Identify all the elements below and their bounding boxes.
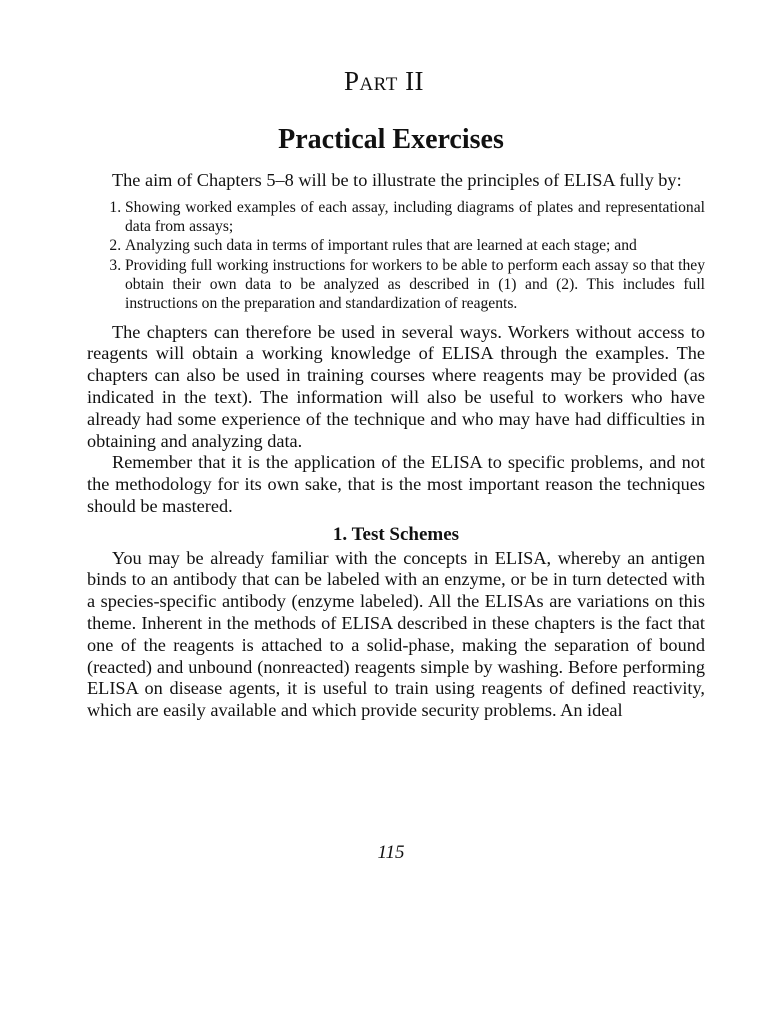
page-body bbox=[87, 170, 705, 722]
paragraph-remember: Remember that it is the application of the ELISA to specific problems, and not the methodology for its own sake, that is the most important reason the techniques should be mastered. bbox=[87, 452, 705, 516]
chapter-title: Practical Exercises bbox=[278, 124, 504, 155]
intro-paragraph: The aim of Chapters 5–8 will be to illustrate the principles of ELISA fully by: bbox=[112, 170, 682, 190]
page-number: 115 bbox=[377, 842, 405, 863]
section-heading: 1. Test Schemes bbox=[332, 523, 460, 545]
aims-list bbox=[87, 198, 705, 314]
list-item: 2. Analyzing such data in terms of important rules that are learned at each stage; and bbox=[125, 236, 705, 255]
part-title: Part II bbox=[343, 66, 425, 96]
paragraph-usage: The chapters can therefore be used in several ways. Workers without access to reagents will obtain a working knowledge of ELISA through the examples. The chapters can also be used in training courses where reagents may be provided (as indicated in the text). The information will also be useful to workers who have already had some experience of the technique and who may have had difficulties in obtaining and analyzing data. bbox=[87, 321, 705, 451]
list-item: 1. Showing worked examples of each assay, including diagrams of plates and representational data from assays; bbox=[125, 198, 705, 237]
paragraph-test-schemes: You may be already familiar with the concepts in ELISA, whereby an antigen binds to an antibody that can be labeled with an enzyme, or be in turn detected with a species-specific antibody (enzyme labeled). All the ELISAs are variations on this theme. Inherent in the methods of ELISA described in these chapters is the fact that one of the reagents is attached to a solid-phase, making the separation of bound (reacted) and unbound (nonreacted) reagents simple by washing. Before performing ELISA on disease agents, it is useful to train using reagents of defined reactivity, which are easily available and which provide security problems. An ideal bbox=[87, 547, 705, 721]
list-item: 3. Providing full working instructions for workers to be able to perform each assay so that they obtain their own data to be analyzed as described in (1) and (2). This includes full instructions on the preparation and standardization of reagents. bbox=[125, 256, 705, 314]
